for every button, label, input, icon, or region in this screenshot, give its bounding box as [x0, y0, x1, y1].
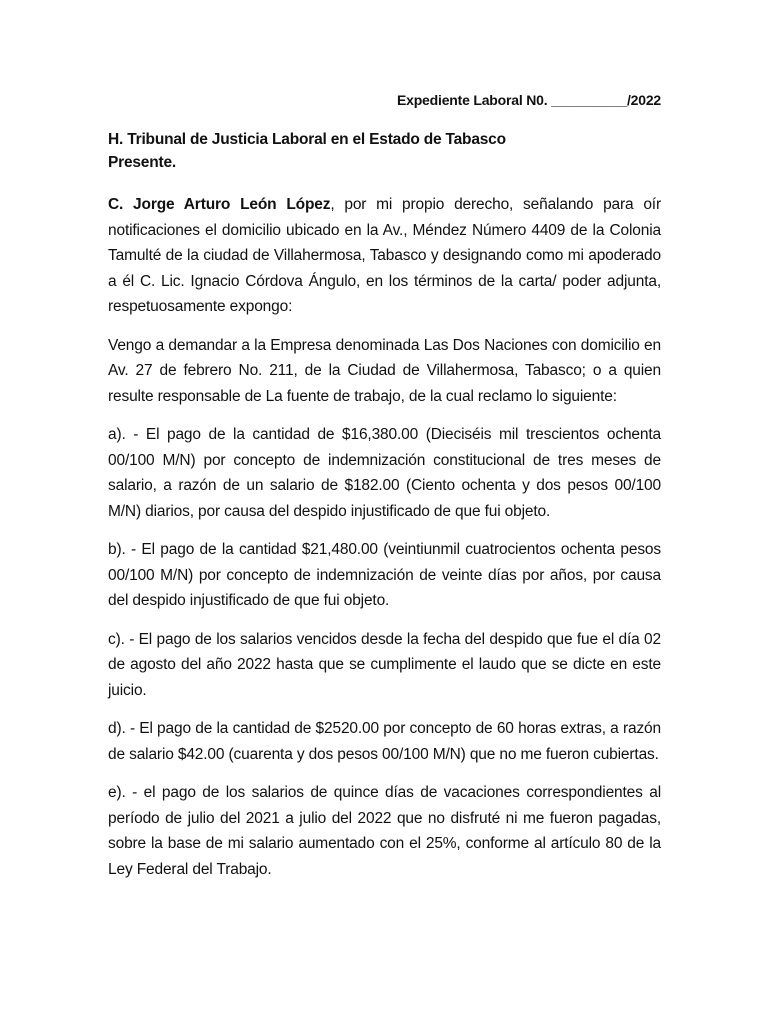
- claim-item-d: d). - El pago de la cantidad de $2520.00 por concepto de 60 horas extras, a razón de salario $42.00 (cuarenta y dos pesos 00/100 M/N) que no me fueron cubiertas.: [108, 720, 661, 763]
- intro-text: , por mi propio derecho, señalando para oír notificaciones el domicilio ubicado en la Av., Méndez Número 4409 de la Colonia Tamulté de la ciudad de Villahermosa, Tabasco y designando como mi apoderado a él C. Lic. Ignacio Córdova Ángulo, en los términos de la carta/ poder adjunta, respetuosamente expongo:: [108, 196, 661, 315]
- expediente-number: Expediente Laboral N0. __________/2022: [396, 92, 661, 108]
- demand-paragraph: Vengo a demandar a la Empresa denominada Las Dos Naciones con domicilio en Av. 27 de febrero No. 211, de la Ciudad de Villahermosa, Tabasco; o a quien resulte responsable de La fuente de trabajo, de la cual reclamo lo siguiente:: [108, 336, 661, 405]
- claim-item-c: c). - El pago de los salarios vencidos desde la fecha del despido que fue el día 02 de agosto del año 2022 hasta que se cumplimente el laudo que se dicte en este juicio.: [108, 630, 661, 699]
- claim-item-b: b). - El pago de la cantidad $21,480.00 (veintiunmil cuatrocientos ochenta pesos 00/100 M/N) por concepto de indemnización de veinte días por años, por causa del despido injustificado de que fui objeto.: [108, 541, 661, 609]
- addressee-court: H. Tribunal de Justicia Laboral en el Estado de Tabasco: [108, 131, 506, 148]
- claim-item-e: e). - el pago de los salarios de quince días de vacaciones correspondientes al período de julio del 2021 a julio del 2022 que no disfruté ni me fueron pagadas, sobre la base de mi salario aumentado con el 25%, conforme al artículo 80 de la Ley Federal del Trabajo.: [108, 784, 661, 878]
- addressee-presente: Presente.: [108, 154, 176, 171]
- plaintiff-name: C. Jorge Arturo León López: [108, 196, 331, 213]
- claim-item-a: a). - El pago de la cantidad de $16,380.00 (Dieciséis mil trescientos ochenta 00/100 M/N) por concepto de indemnización constitucional de tres meses de salario, a razón de un salario de $182.00 (Ciento ochenta y dos pesos 00/100 M/N) diarios, por causa del despido injustificado de que fui objeto.: [108, 426, 661, 520]
- addressee-block: [108, 128, 661, 174]
- intro-paragraph: [108, 192, 661, 320]
